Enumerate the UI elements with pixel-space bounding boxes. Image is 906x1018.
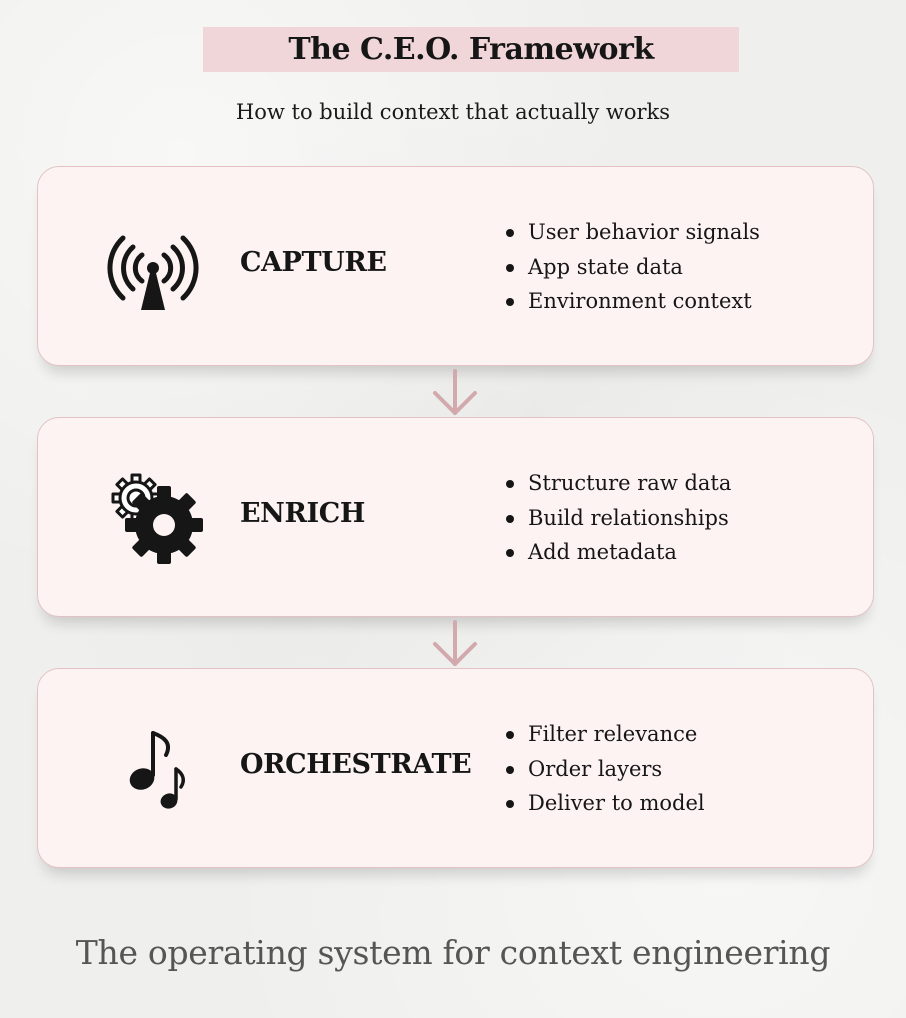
list-item: User behavior signals: [500, 215, 760, 250]
list-item: Environment context: [500, 284, 760, 319]
footer-tagline: The operating system for context engineering: [75, 933, 831, 972]
music-notes-icon: [98, 719, 208, 819]
step-title: ORCHESTRATE: [240, 749, 472, 780]
list-item: Deliver to model: [500, 786, 705, 821]
step-points: [500, 717, 705, 821]
list-item: Build relationships: [500, 501, 731, 536]
step-title: CAPTURE: [240, 247, 387, 278]
step-card-capture: [37, 166, 874, 366]
list-item: Add metadata: [500, 535, 731, 570]
step-title: ENRICH: [240, 498, 365, 529]
step-card-orchestrate: [37, 668, 874, 868]
list-item: App state data: [500, 250, 760, 285]
title-banner: [203, 27, 739, 72]
step-card-enrich: [37, 417, 874, 617]
step-points: [500, 466, 731, 570]
page-title: The C.E.O. Framework: [288, 32, 654, 67]
page-subtitle: How to build context that actually works: [235, 100, 671, 124]
list-item: Filter relevance: [500, 717, 705, 752]
list-item: Order layers: [500, 752, 705, 787]
gears-icon: [98, 468, 208, 568]
down-arrow-icon: [428, 367, 482, 419]
broadcast-antenna-icon: [98, 217, 208, 317]
step-points: [500, 215, 760, 319]
list-item: Structure raw data: [500, 466, 731, 501]
down-arrow-icon: [428, 618, 482, 670]
